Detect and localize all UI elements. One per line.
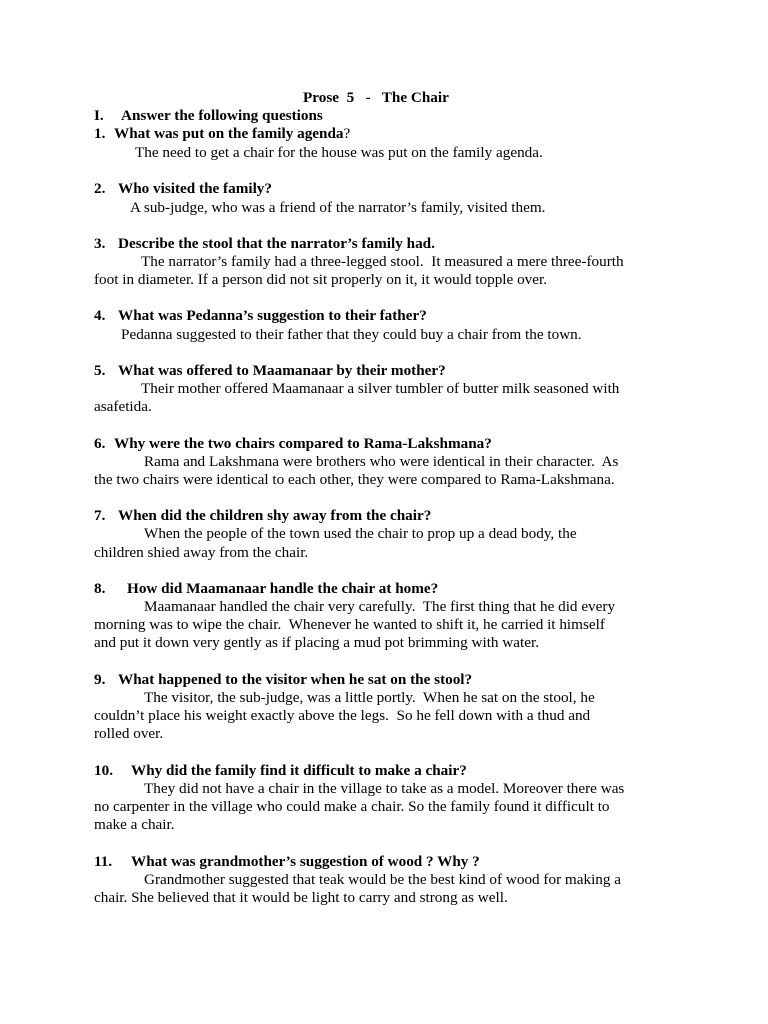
answer-line: The need to get a chair for the house was put on the family agenda. — [135, 144, 543, 161]
question-suffix: ? — [343, 125, 351, 142]
answer-line: foot in diameter. If a person did not sit properly on it, it would topple over. — [94, 271, 548, 288]
question-text-bold: What was put on the family agenda — [114, 125, 344, 142]
answer-line: no carpenter in the village who could make a chair. So the family found it difficult to — [94, 798, 610, 815]
answer-line: children shied away from the chair. — [94, 544, 309, 561]
question-text: When did the children shy away from the chair? — [118, 507, 432, 524]
answer-line: and put it down very gently as if placing a mud pot brimming with water. — [94, 634, 539, 651]
answer-line: Grandmother suggested that teak would be the best kind of wood for making a — [144, 871, 622, 888]
answer-line: chair. She believed that it would be light to carry and strong as well. — [94, 889, 508, 906]
question-number: 8. — [94, 580, 106, 597]
question-number: 10. — [94, 762, 113, 779]
answer-line: A sub-judge, who was a friend of the narrator’s family, visited them. — [130, 199, 546, 216]
answer-line: make a chair. — [94, 816, 175, 833]
section-heading: Answer the following questions — [121, 107, 323, 124]
answer-line: rolled over. — [94, 725, 164, 742]
question-number: 7. — [94, 507, 106, 524]
question-text: Describe the stool that the narrator’s family had. — [118, 235, 435, 252]
page-title: Prose 5 - The Chair — [303, 89, 449, 106]
question-text: What happened to the visitor when he sat on the stool? — [118, 671, 473, 688]
answer-line: asafetida. — [94, 398, 152, 415]
question-number: 9. — [94, 671, 106, 688]
question-number: 5. — [94, 362, 106, 379]
question-number: 4. — [94, 307, 106, 324]
question-text: What was Pedanna’s suggestion to their father? — [118, 307, 427, 324]
answer-line: They did not have a chair in the village to take as a model. Moreover there was — [144, 780, 625, 797]
question-text: How did Maamanaar handle the chair at home? — [127, 580, 439, 597]
answer-line: couldn’t place his weight exactly above the legs. So he fell down with a thud and — [94, 707, 591, 724]
question-text: Why were the two chairs compared to Rama-Lakshmana? — [114, 435, 492, 452]
answer-line: When the people of the town used the chair to prop up a dead body, the — [144, 525, 577, 542]
question-number: 6. — [94, 435, 106, 452]
question-text: What was offered to Maamanaar by their mother? — [118, 362, 446, 379]
answer-line: Maamanaar handled the chair very carefully. The first thing that he did every — [144, 598, 616, 615]
answer-line: The narrator’s family had a three-legged stool. It measured a mere three-fourth — [141, 253, 624, 270]
section-numeral: I. — [94, 107, 104, 124]
question-text: What was grandmother’s suggestion of wood ? Why ? — [131, 853, 480, 870]
question-text: Why did the family find it difficult to make a chair? — [131, 762, 467, 779]
answer-line: The visitor, the sub-judge, was a little portly. When he sat on the stool, he — [144, 689, 595, 706]
answer-line: morning was to wipe the chair. Whenever he wanted to shift it, he carried it himself — [94, 616, 605, 633]
answer-line: Pedanna suggested to their father that they could buy a chair from the town. — [121, 326, 582, 343]
answer-line: Rama and Lakshmana were brothers who were identical in their character. As — [144, 453, 619, 470]
question-number: 3. — [94, 235, 106, 252]
answer-line: Their mother offered Maamanaar a silver tumbler of butter milk seasoned with — [141, 380, 620, 397]
question-number: 11. — [94, 853, 113, 870]
question-number: 1. — [94, 125, 106, 142]
answer-line: the two chairs were identical to each other, they were compared to Rama-Lakshmana. — [94, 471, 615, 488]
question-text — [114, 125, 350, 143]
question-text: Who visited the family? — [118, 180, 272, 197]
question-number: 2. — [94, 180, 106, 197]
